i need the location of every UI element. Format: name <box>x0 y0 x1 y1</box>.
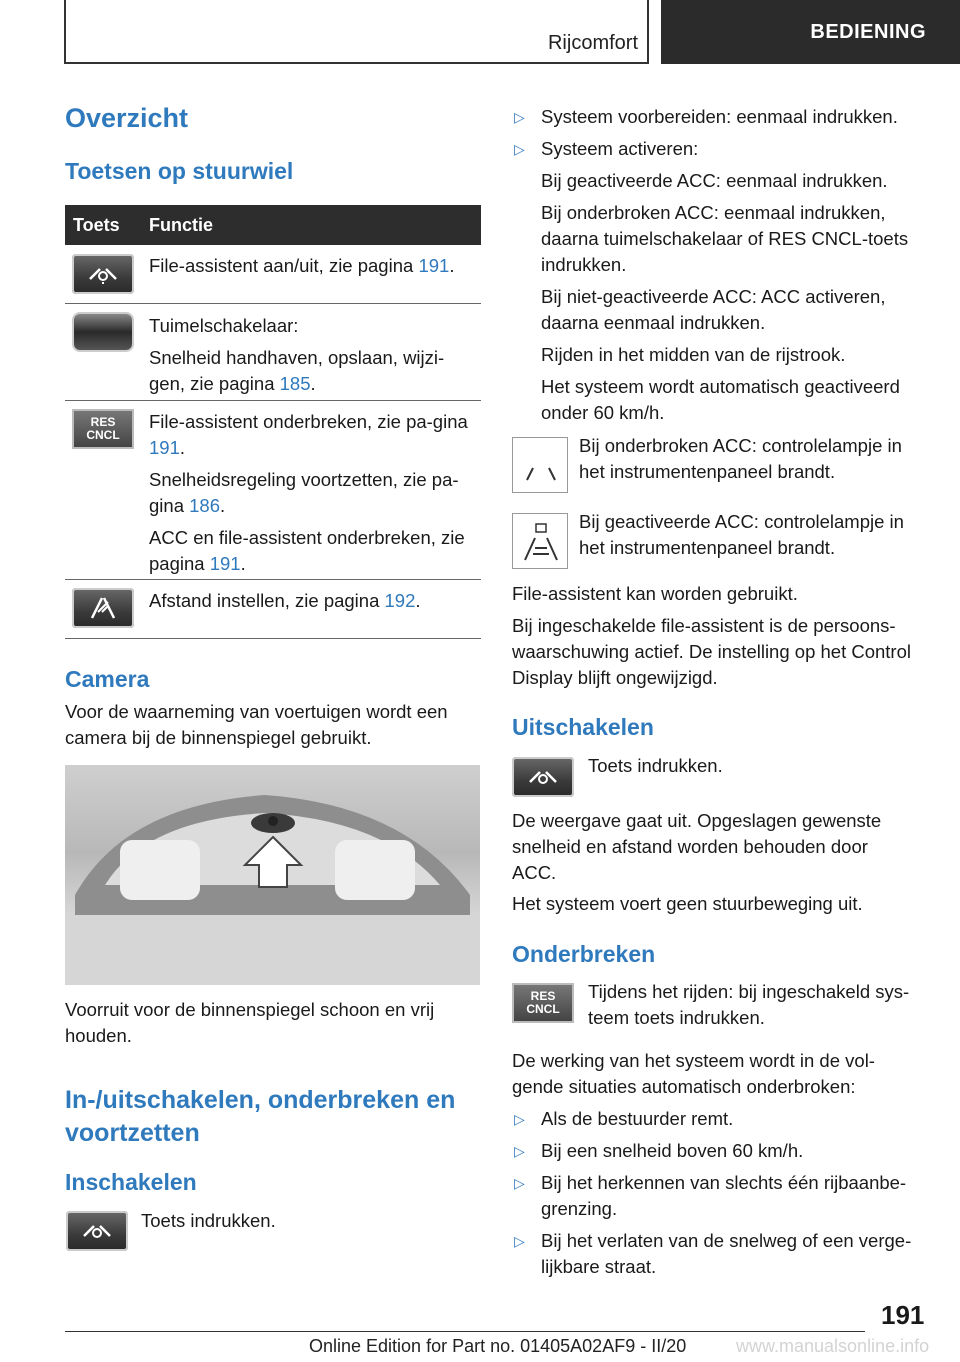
list-item: Bij het verlaten van de snelweg of een verge-lijkbare straat. <box>541 1230 912 1277</box>
warning-text: Bij ingeschakelde file-assistent is de persoons-waarschuwing actief. De instelling op het Control Display blijft ongewijzigd. <box>512 615 911 688</box>
lane-interrupted-indicator-icon <box>512 437 568 493</box>
lane-active-indicator-icon <box>512 513 568 569</box>
col-function: Functie <box>149 215 214 235</box>
row-divider <box>65 303 481 304</box>
row1-end: . <box>449 255 455 276</box>
list-item: Systeem activeren: <box>541 138 699 159</box>
page-number: 191 <box>881 1300 925 1330</box>
page-link[interactable]: 186 <box>189 495 220 516</box>
heading-camera: Camera <box>65 666 150 692</box>
rocker-switch-icon <box>72 312 134 352</box>
page-link[interactable]: 185 <box>279 373 311 394</box>
row3-end3: . <box>240 553 246 574</box>
page-link[interactable]: 191 <box>209 553 241 574</box>
switch-off-text: De weergave gaat uit. Opgeslagen gewenste snelheid en afstand worden behouden door ACC. <box>512 810 882 883</box>
switch-off-note: Het systeem voert geen stuurbeweging uit. <box>512 893 863 914</box>
table-row <box>149 588 479 614</box>
lamp2-text: Bij geactiveerde ACC: controlelampje in het instrumentenpaneel brandt. <box>579 511 904 558</box>
bullet-icon: ▷ <box>514 1143 525 1159</box>
bullet-icon: ▷ <box>514 1111 525 1127</box>
heading-onoff: In-/uitschakelen, onderbreken en voortzetten <box>65 1086 456 1147</box>
row3-line2: Snelheidsregeling voortzetten, zie pa-gina <box>149 469 459 516</box>
windshield-text: Voorruit voor de binnenspiegel schoon en vrij houden. <box>65 999 435 1046</box>
row3-line1: File-assistent onderbreken, zie pa-gina <box>149 411 468 432</box>
bullet-icon: ▷ <box>514 141 525 157</box>
heading-interrupt: Onderbreken <box>512 941 656 967</box>
heading-steering-keys: Toetsen op stuurwiel <box>65 158 294 184</box>
heading-overview: Overzicht <box>65 103 189 133</box>
file-assist-icon <box>72 254 134 294</box>
row3-end2: . <box>220 495 226 516</box>
table-row <box>149 409 479 577</box>
activate-line: Bij onderbroken ACC: eenmaal indrukken, daarna tuimelschakelaar of RES CNCL-toets indrukken. <box>541 202 909 275</box>
list-item: Bij het herkennen van slechts één rijbaanbe-grenzing. <box>541 1172 907 1219</box>
chapter-label: BEDIENING <box>810 20 926 43</box>
heading-switch-off: Uitschakelen <box>512 714 654 740</box>
activate-line: Bij niet-geactiveerde ACC: ACC activeren, daarna eenmaal indrukken. <box>541 286 886 333</box>
row3-end1: . <box>179 437 186 458</box>
col-key: Toets <box>73 215 120 235</box>
res-cncl-icon: RES CNCL <box>72 409 134 449</box>
list-item: Systeem voorbereiden: eenmaal indrukken. <box>541 106 898 127</box>
row3-line3: ACC en file-assistent onderbreken, zie pagina <box>149 527 465 574</box>
row-divider <box>65 400 481 401</box>
row4-end: . <box>415 590 421 611</box>
camera-text: Voor de waarneming van voertuigen wordt een camera bij de binnenspiegel gebruikt. <box>65 701 448 748</box>
row-divider <box>65 638 481 639</box>
bullet-icon: ▷ <box>514 109 525 125</box>
header-chapter-tab <box>661 0 960 64</box>
activate-line: Bij geactiveerde ACC: eenmaal indrukken. <box>541 170 888 191</box>
footer-edition: Online Edition for Part no. 01405A02AF9 - II/20 <box>309 1336 687 1356</box>
res-cncl-icon: RES CNCL <box>512 983 574 1023</box>
table-row <box>149 253 479 279</box>
heading-switch-on: Inschakelen <box>65 1169 197 1195</box>
bullet-icon: ▷ <box>514 1233 525 1249</box>
row1-text: File-assistent aan/uit, zie pagina <box>149 255 419 276</box>
row-divider <box>65 579 481 580</box>
bullet-icon: ▷ <box>514 1175 525 1191</box>
row2-line1: Tuimelschakelaar: <box>149 315 299 336</box>
row4-text: Afstand instellen, zie pagina <box>149 590 385 611</box>
windshield-camera-image <box>65 765 480 985</box>
table-row <box>149 313 479 397</box>
row2-line2: Snelheid handhaven, opslaan, wijzi-gen, zie pagina <box>149 347 445 394</box>
switch-off-press: Toets indrukken. <box>588 755 723 776</box>
distance-icon <box>72 588 134 628</box>
interrupt-press: Tijdens het rijden: bij ingeschakeld sys-teem toets indrukken. <box>588 981 910 1028</box>
watermark: www.manualsonline.info <box>736 1336 930 1356</box>
activate-line: Rijden in het midden van de rijstrook. <box>541 344 846 365</box>
file-assist-icon <box>66 1211 128 1251</box>
list-item: Bij een snelheid boven 60 km/h. <box>541 1140 804 1161</box>
activate-details <box>541 168 921 426</box>
header-section-title: Rijcomfort <box>547 32 638 54</box>
row2-end: . <box>310 373 316 394</box>
footer-divider <box>65 1331 865 1332</box>
interrupt-intro: De werking van het systeem wordt in de vol-gende situaties automatisch onderbroken: <box>512 1050 875 1097</box>
page-link[interactable]: 191 <box>149 437 180 458</box>
list-item: Als de bestuurder remt. <box>541 1108 734 1129</box>
page-link[interactable]: 191 <box>418 255 450 276</box>
usable-text: File-assistent kan worden gebruikt. <box>512 583 798 604</box>
page-link[interactable]: 192 <box>384 590 416 611</box>
activate-line: Het systeem wordt automatisch geactiveerd onder 60 km/h. <box>541 376 900 423</box>
lamp1-text: Bij onderbroken ACC: controlelampje in het instrumentenpaneel brandt. <box>579 435 902 482</box>
file-assist-icon <box>512 757 574 797</box>
table-header <box>65 205 481 245</box>
switch-on-text: Toets indrukken. <box>141 1210 276 1231</box>
